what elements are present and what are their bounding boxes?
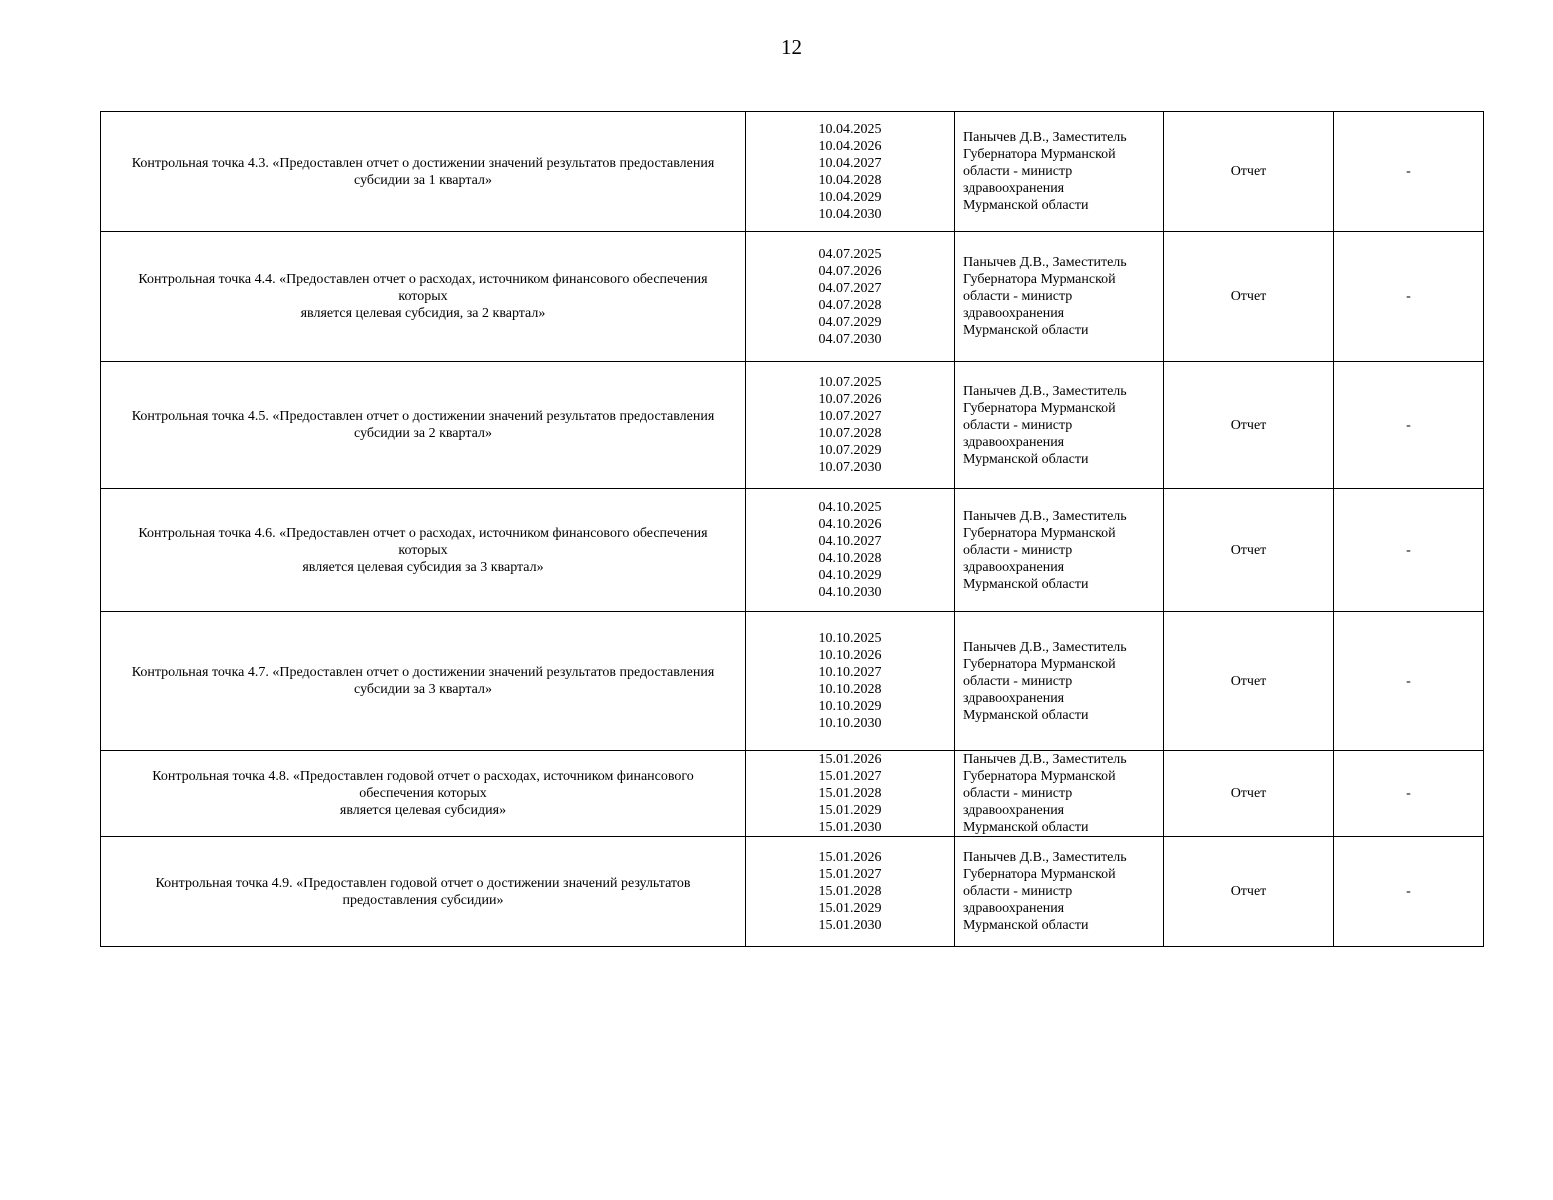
responsible-person-cell <box>955 837 1164 947</box>
deadline-date: 10.10.2030 <box>818 716 882 731</box>
deadline-dates-cell <box>746 362 955 489</box>
responsible-person-line: здравоохранения <box>963 901 1065 916</box>
deadline-date: 15.01.2027 <box>818 769 882 784</box>
deadline-date: 10.07.2027 <box>818 409 882 424</box>
responsible-person-line: области - министр <box>963 786 1073 801</box>
responsible-person-line: Мурманской области <box>963 707 1089 723</box>
responsible-person-cell <box>955 232 1164 362</box>
control-point-name-line: субсидии за 2 квартал» <box>354 426 492 441</box>
deadline-date: 10.10.2029 <box>818 699 882 714</box>
responsible-person-line: Мурманской области <box>963 820 1089 835</box>
deadline-date: 15.01.2026 <box>818 752 882 767</box>
responsible-person-line: здравоохранения <box>963 803 1065 818</box>
deadline-date: 15.01.2028 <box>818 786 882 801</box>
deadline-date: 04.07.2027 <box>818 280 882 296</box>
deadline-date: 15.01.2030 <box>818 820 882 835</box>
deadline-date: 04.07.2028 <box>818 297 882 313</box>
control-point-name-line: Контрольная точка 4.4. «Предоставлен отчет о расходах, источником финансового обеспечения <box>138 272 708 287</box>
control-point-name-cell <box>101 612 746 751</box>
document-type: Отчет <box>1230 289 1267 304</box>
table-row <box>101 362 1484 489</box>
responsible-person-line: Губернатора Мурманской <box>963 769 1116 784</box>
extra-info-cell <box>1334 837 1484 947</box>
deadline-date: 15.01.2029 <box>818 803 882 818</box>
deadline-date: 15.01.2028 <box>818 884 882 899</box>
extra-info-dash: - <box>1406 289 1411 304</box>
control-point-name-cell <box>101 232 746 362</box>
responsible-person-line: области - министр <box>963 542 1073 558</box>
deadline-date: 10.07.2028 <box>818 426 882 441</box>
extra-info-cell <box>1334 362 1484 489</box>
deadline-date: 10.04.2025 <box>818 121 882 137</box>
responsible-person-cell <box>955 751 1164 837</box>
extra-info-dash: - <box>1406 417 1411 433</box>
responsible-person-line: Губернатора Мурманской <box>963 867 1116 882</box>
document-type: Отчет <box>1230 542 1267 558</box>
deadline-dates-cell <box>746 232 955 362</box>
deadline-date: 04.10.2028 <box>818 551 882 566</box>
deadline-dates-cell <box>746 837 955 947</box>
deadline-date: 04.10.2030 <box>818 585 882 600</box>
responsible-person-line: области - министр <box>963 164 1073 179</box>
responsible-person-line: здравоохранения <box>963 306 1065 321</box>
responsible-person-line: здравоохранения <box>963 690 1065 706</box>
deadline-date: 10.04.2028 <box>818 172 882 188</box>
table-row <box>101 489 1484 612</box>
responsible-person-line: Мурманской области <box>963 323 1089 338</box>
deadline-date: 10.10.2026 <box>818 648 882 663</box>
responsible-person-line: Губернатора Мурманской <box>963 147 1116 162</box>
extra-info-cell <box>1334 232 1484 362</box>
control-point-name-cell <box>101 837 746 947</box>
extra-info-cell <box>1334 751 1484 837</box>
responsible-person-cell <box>955 112 1164 232</box>
responsible-person-line: области - министр <box>963 884 1073 899</box>
responsible-person-cell <box>955 362 1164 489</box>
deadline-date: 10.07.2026 <box>818 392 882 407</box>
control-point-name-line: которых <box>398 542 448 558</box>
control-point-name-line: является целевая субсидия за 3 квартал» <box>302 559 544 575</box>
control-point-name-line: является целевая субсидия, за 2 квартал» <box>300 306 546 321</box>
control-point-name-line: Контрольная точка 4.3. «Предоставлен отчет о достижении значений результатов предоставления <box>131 155 715 171</box>
responsible-person-line: Панычев Д.В., Заместитель <box>963 130 1127 145</box>
deadline-date: 04.07.2025 <box>818 246 882 262</box>
deadline-date: 04.07.2029 <box>818 314 882 330</box>
control-point-name-cell <box>101 362 746 489</box>
table-row <box>101 112 1484 232</box>
table-row <box>101 232 1484 362</box>
document-type-cell <box>1164 751 1334 837</box>
extra-info-cell <box>1334 112 1484 232</box>
control-point-name-cell <box>101 489 746 612</box>
extra-info-dash: - <box>1406 884 1411 899</box>
control-points-table-body <box>101 112 1484 947</box>
document-type: Отчет <box>1230 884 1267 899</box>
responsible-person-line: области - министр <box>963 289 1073 304</box>
responsible-person-line: Панычев Д.В., Заместитель <box>963 752 1127 767</box>
deadline-date: 04.10.2026 <box>818 517 882 532</box>
control-point-name-line: Контрольная точка 4.9. «Предоставлен годовой отчет о достижении значений результатов <box>155 875 691 891</box>
extra-info-dash: - <box>1406 786 1411 801</box>
deadline-date: 10.04.2030 <box>818 206 882 222</box>
document-type: Отчет <box>1230 164 1267 179</box>
extra-info-cell <box>1334 612 1484 751</box>
deadline-date: 10.10.2027 <box>818 665 882 680</box>
control-point-name-cell <box>101 112 746 232</box>
deadline-date: 04.10.2029 <box>818 568 882 583</box>
deadline-date: 10.07.2029 <box>818 443 882 458</box>
responsible-person-line: Мурманской области <box>963 576 1089 592</box>
responsible-person-line: области - министр <box>963 417 1073 433</box>
extra-info-dash: - <box>1406 542 1411 558</box>
deadline-date: 15.01.2026 <box>818 850 882 865</box>
deadline-date: 10.04.2026 <box>818 138 882 154</box>
responsible-person-cell <box>955 489 1164 612</box>
table-row <box>101 751 1484 837</box>
extra-info-dash: - <box>1406 164 1411 179</box>
document-type-cell <box>1164 112 1334 232</box>
responsible-person-line: Панычев Д.В., Заместитель <box>963 255 1127 270</box>
control-point-name-line: Контрольная точка 4.5. «Предоставлен отчет о достижении значений результатов предоставления <box>131 409 715 424</box>
responsible-person-line: здравоохранения <box>963 559 1065 575</box>
control-point-name-line: Контрольная точка 4.6. «Предоставлен отчет о расходах, источником финансового обеспечения <box>138 525 708 541</box>
document-type-cell <box>1164 837 1334 947</box>
control-point-name-cell <box>101 751 746 837</box>
document-type: Отчет <box>1230 673 1267 689</box>
control-point-name-line: субсидии за 3 квартал» <box>354 682 492 697</box>
deadline-dates-cell <box>746 489 955 612</box>
deadline-date: 04.07.2026 <box>818 263 882 279</box>
control-point-name-line: предоставления субсидии» <box>342 892 504 908</box>
responsible-person-line: здравоохранения <box>963 434 1065 450</box>
deadline-date: 15.01.2027 <box>818 867 882 882</box>
deadline-date: 10.07.2025 <box>818 375 882 390</box>
control-point-name-line: Контрольная точка 4.7. «Предоставлен отчет о достижении значений результатов предоставления <box>131 665 715 680</box>
deadline-date: 04.10.2025 <box>818 500 882 515</box>
deadline-date: 10.10.2028 <box>818 682 882 697</box>
responsible-person-line: Мурманской области <box>963 451 1089 467</box>
document-type-cell <box>1164 232 1334 362</box>
deadline-date: 15.01.2029 <box>818 901 882 916</box>
control-point-name-line: которых <box>398 289 448 304</box>
deadline-date: 04.10.2027 <box>818 534 882 549</box>
responsible-person-line: Губернатора Мурманской <box>963 525 1116 541</box>
document-type-cell <box>1164 612 1334 751</box>
responsible-person-line: Панычев Д.В., Заместитель <box>963 508 1127 524</box>
responsible-person-line: Мурманской области <box>963 198 1089 213</box>
document-type: Отчет <box>1230 786 1267 801</box>
deadline-date: 15.01.2030 <box>818 918 882 933</box>
deadline-dates-cell <box>746 751 955 837</box>
table-row <box>101 612 1484 751</box>
responsible-person-line: Панычев Д.В., Заместитель <box>963 639 1127 655</box>
deadline-dates-cell <box>746 112 955 232</box>
deadline-date: 10.10.2025 <box>818 631 882 646</box>
control-point-name-line: Контрольная точка 4.8. «Предоставлен годовой отчет о расходах, источником финансового <box>152 769 694 784</box>
responsible-person-line: Губернатора Мурманской <box>963 656 1116 672</box>
table-row <box>101 837 1484 947</box>
responsible-person-line: Губернатора Мурманской <box>963 272 1116 287</box>
control-point-name-line: субсидии за 1 квартал» <box>354 172 492 188</box>
control-points-table <box>100 111 1484 947</box>
control-point-name-line: обеспечения которых <box>359 786 487 801</box>
extra-info-dash: - <box>1406 673 1411 689</box>
responsible-person-line: Мурманской области <box>963 918 1089 933</box>
responsible-person-line: области - министр <box>963 673 1073 689</box>
extra-info-cell <box>1334 489 1484 612</box>
deadline-date: 10.07.2030 <box>818 460 882 475</box>
page-number: 12 <box>781 35 802 59</box>
document-type-cell <box>1164 362 1334 489</box>
deadline-date: 10.04.2027 <box>818 155 882 171</box>
responsible-person-line: Губернатора Мурманской <box>963 400 1116 416</box>
responsible-person-line: Панычев Д.В., Заместитель <box>963 850 1127 865</box>
deadline-date: 04.07.2030 <box>818 331 882 347</box>
responsible-person-line: Панычев Д.В., Заместитель <box>963 383 1127 399</box>
deadline-date: 10.04.2029 <box>818 189 882 205</box>
responsible-person-cell <box>955 612 1164 751</box>
deadline-dates-cell <box>746 612 955 751</box>
control-point-name-line: является целевая субсидия» <box>339 803 507 818</box>
document-type-cell <box>1164 489 1334 612</box>
responsible-person-line: здравоохранения <box>963 181 1065 196</box>
document-type: Отчет <box>1230 417 1267 433</box>
